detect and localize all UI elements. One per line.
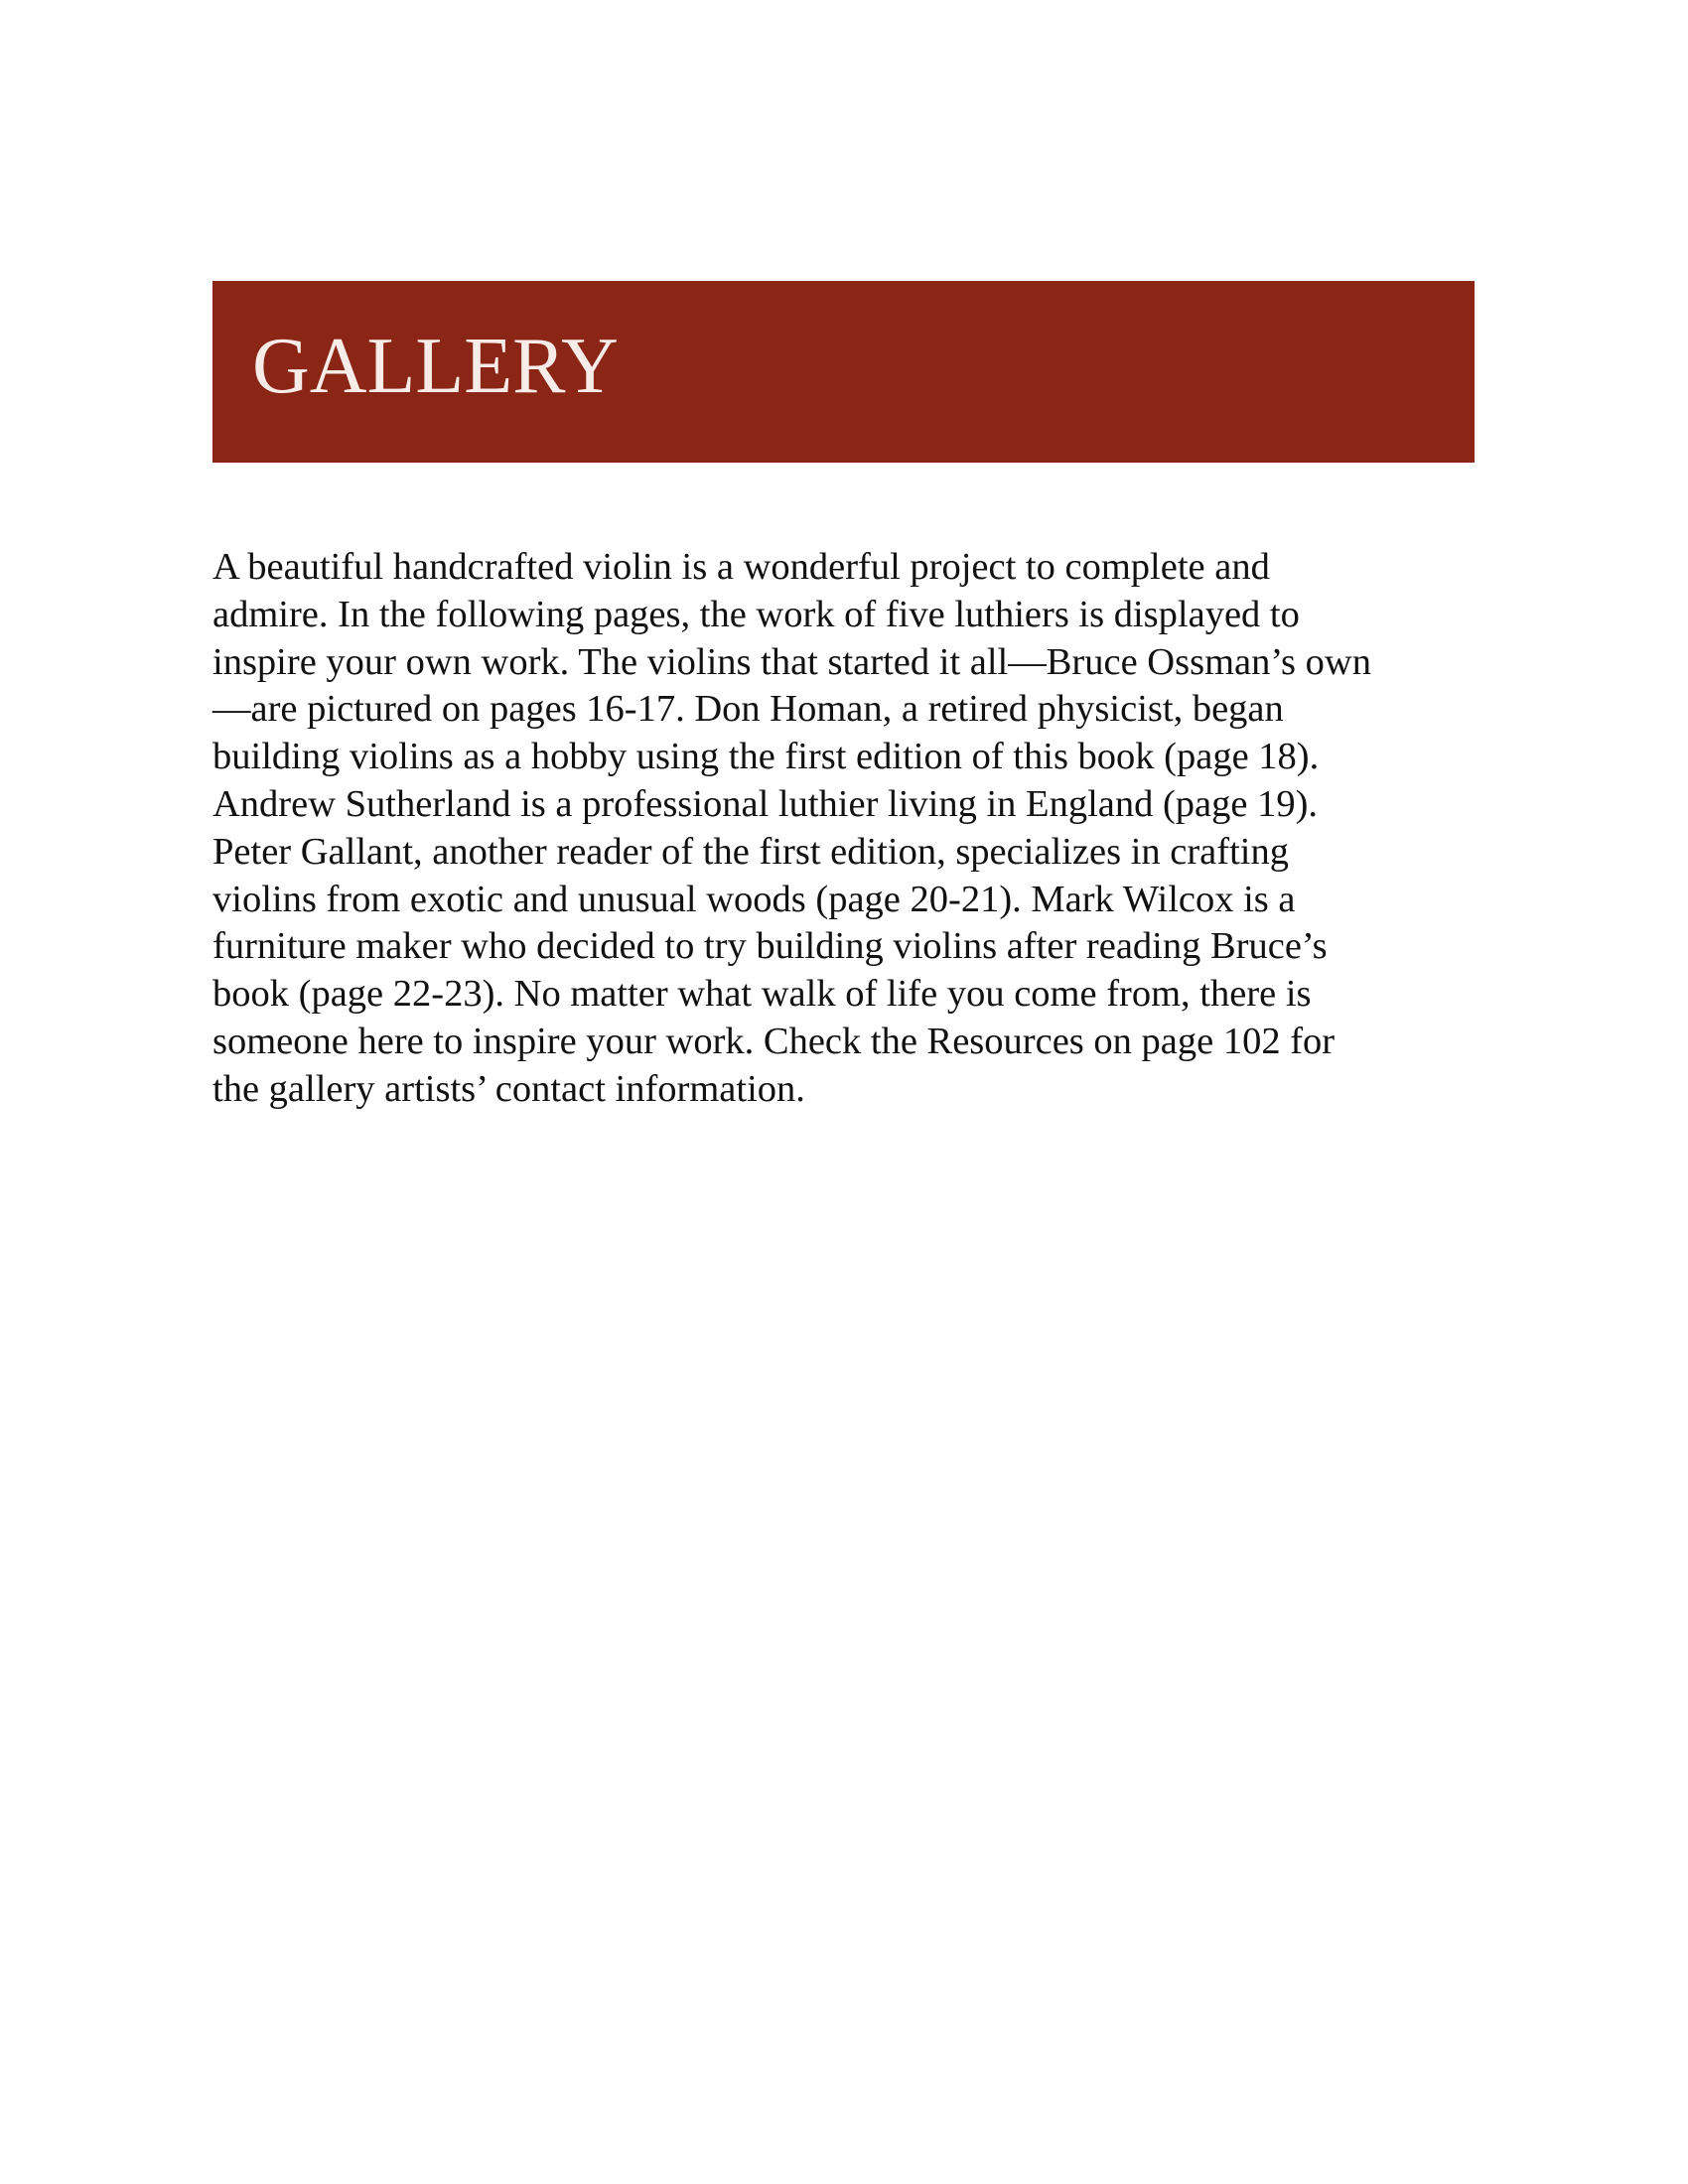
- intro-line: Andrew Sutherland is a professional luthier living in England (page 19).: [212, 782, 1319, 825]
- intro-line: furniture maker who decided to try building violins after reading Bruce’s: [212, 925, 1328, 968]
- intro-line: Peter Gallant, another reader of the first edition, specializes in crafting: [212, 830, 1289, 873]
- intro-line: building violins as a hobby using the first edition of this book (page 18).: [212, 736, 1320, 778]
- intro-line: —are pictured on pages 16-17. Don Homan, a retired physicist, began: [212, 688, 1284, 731]
- intro-paragraph: [212, 544, 1493, 1114]
- intro-line: A beautiful handcrafted violin is a wonderful project to complete and: [212, 546, 1270, 588]
- intro-line: book (page 22-23). No matter what walk of life you come from, there is: [212, 973, 1312, 1016]
- intro-line: inspire your own work. The violins that started it all—Bruce Ossman’s own: [212, 640, 1371, 683]
- intro-line: someone here to inspire your work. Check the Resources on page 102 for: [212, 1020, 1336, 1062]
- intro-line: violins from exotic and unusual woods (page 20-21). Mark Wilcox is a: [212, 878, 1296, 920]
- intro-line: admire. In the following pages, the work of five luthiers is displayed to: [212, 593, 1300, 635]
- page-title: GALLERY: [252, 323, 619, 410]
- intro-line: the gallery artists’ contact information.: [212, 1067, 805, 1110]
- gallery-header-band: [212, 281, 1475, 463]
